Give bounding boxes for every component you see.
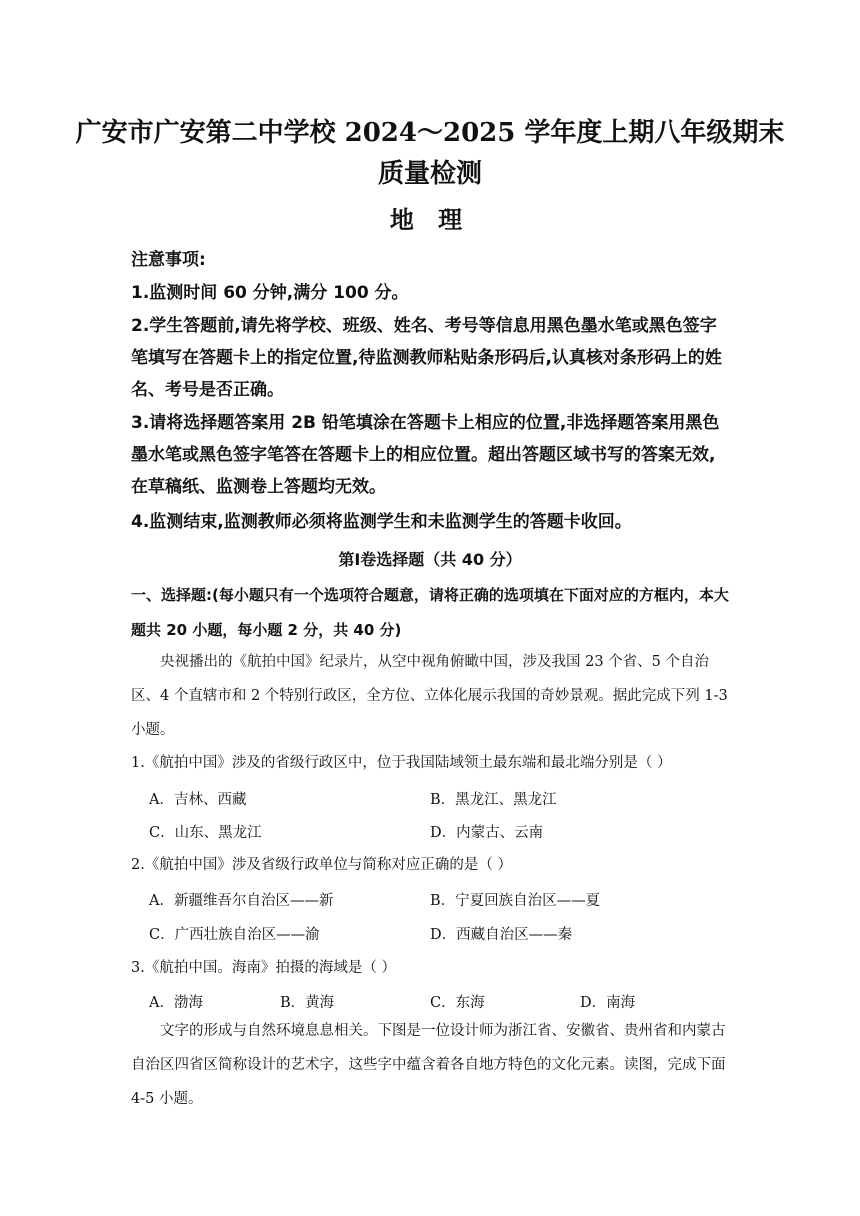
- notice-item-2: 2.学生答题前,请先将学校、班级、姓名、考号等信息用黑色墨水笔或黑色签字笔填写在答题卡上的指定位置,待监测教师粘贴条形码后,认真核对条形码上的姓名、考号是否正确。: [131, 316, 722, 400]
- notice-heading: 注意事项:: [131, 250, 206, 270]
- passage-2: 文字的形成与自然环境息息相关。下图是一位设计师为浙江省、安徽省、贵州省和内蒙古自治区四省区简称设计的艺术字，这些字中蕴含着各自地方特色的文化元素。读图，完成下面 4-5 小题。: [131, 1023, 726, 1107]
- question-3-stem: 3.《航拍中国。海南》拍摄的海域是（ ）: [131, 960, 396, 976]
- question-1-option-b: B．黑龙江、黑龙江: [430, 792, 557, 808]
- question-2-option-d: D．西藏自治区——秦: [430, 927, 573, 943]
- section-instructions: 一、选择题:(每小题只有一个选项符合题意，请将正确的选项填在下面对应的方框内，本大题共 20 小题，每小题 2 分，共 40 分): [131, 586, 729, 639]
- question-1-option-c: C．山东、黑龙江: [149, 825, 262, 841]
- question-2-option-c: C．广西壮族自治区——渝: [149, 927, 320, 943]
- question-3-option-a: A．渤海: [149, 995, 203, 1011]
- subject-title: 地 理: [389, 205, 471, 234]
- question-1-option-a: A．吉林、西藏: [149, 792, 247, 808]
- question-2-option-b: B．宁夏回族自治区——夏: [430, 893, 601, 909]
- question-3-option-d: D．南海: [580, 995, 636, 1011]
- exam-title-line2: 质量检测: [377, 159, 482, 189]
- exam-title-line1: 广安市广安第二中学校 2024～2025 学年度上期八年级期末: [75, 118, 785, 148]
- question-2-stem: 2.《航拍中国》涉及省级行政单位与简称对应正确的是（ ）: [131, 857, 512, 873]
- question-3-option-b: B．黄海: [280, 995, 335, 1011]
- question-1-stem: 1.《航拍中国》涉及的省级行政区中，位于我国陆域领土最东端和最北端分别是（ ）: [131, 755, 672, 771]
- section-title: 第Ⅰ卷选择题（共 40 分）: [338, 550, 522, 569]
- question-1-option-d: D．内蒙古、云南: [430, 825, 544, 841]
- question-3-option-c: C．东海: [430, 995, 485, 1011]
- passage-1: 央视播出的《航拍中国》纪录片，从空中视角俯瞰中国，涉及我国 23 个省、5 个自治区、4 个直辖市和 2 个特别行政区，全方位、立体化展示我国的奇妙景观。据此完成下列 1-3 小题。: [131, 654, 728, 738]
- notice-item-3: 3.请将选择题答案用 2B 铅笔填涂在答题卡上相应的位置,非选择题答案用黑色墨水笔或黑色签字笔答在答题卡上的相应位置。超出答题区域书写的答案无效,在草稿纸、监测卷上答题均无效。: [131, 413, 720, 497]
- notice-item-4: 4.监测结束,监测教师必须将监测学生和未监测学生的答题卡收回。: [131, 512, 632, 532]
- question-2-option-a: A．新疆维吾尔自治区——新: [149, 893, 334, 909]
- notice-item-1: 1.监测时间 60 分钟,满分 100 分。: [131, 283, 409, 303]
